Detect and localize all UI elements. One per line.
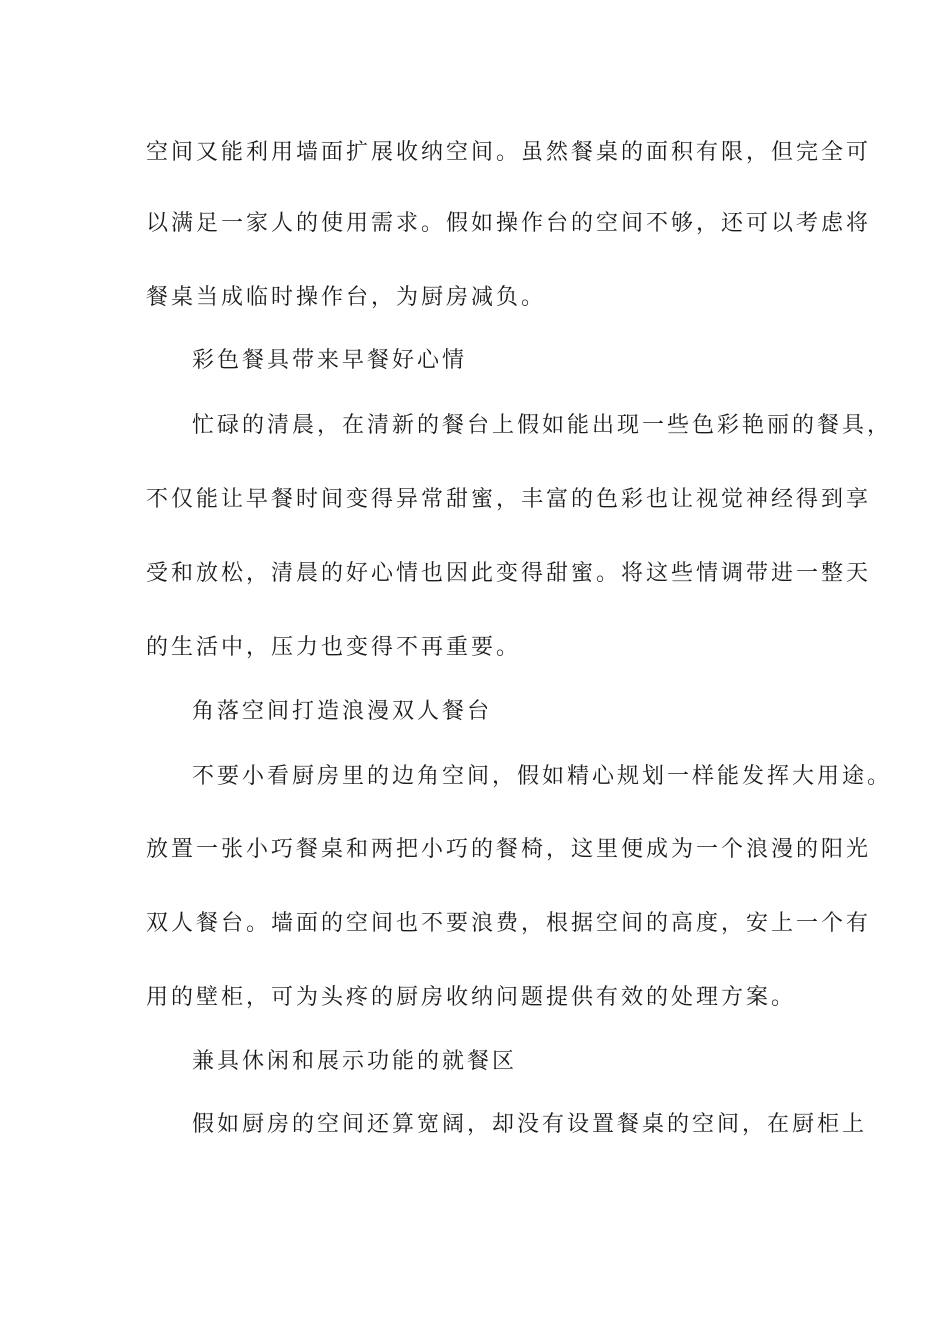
- paragraph-line: 的生活中，压力也变得不再重要。: [146, 635, 522, 660]
- paragraph-line: 用的壁柜，可为头疼的厨房收纳问题提供有效的处理方案。: [146, 985, 797, 1010]
- paragraph-line: 放置一张小巧餐桌和两把小巧的餐椅，这里便成为一个浪漫的阳光: [146, 837, 872, 862]
- paragraph-line: 餐桌当成临时操作台，为厨房减负。: [146, 285, 547, 310]
- paragraph-line: 不要小看厨房里的边角空间，假如精心规划一样能发挥大用途。: [192, 764, 893, 789]
- section-heading: 彩色餐具带来早餐好心情: [192, 348, 468, 373]
- section-heading: 兼具休闲和展示功能的就餐区: [192, 1049, 518, 1074]
- paragraph-line: 空间又能利用墙面扩展收纳空间。虽然餐桌的面积有限，但完全可: [146, 140, 872, 165]
- paragraph-line: 双人餐台。墙面的空间也不要浪费，根据空间的高度，安上一个有: [146, 911, 872, 936]
- paragraph-line: 不仅能让早餐时间变得异常甜蜜，丰富的色彩也让视觉神经得到享: [146, 487, 872, 512]
- paragraph-line: 假如厨房的空间还算宽阔，却没有设置餐桌的空间，在厨柜上: [192, 1112, 868, 1137]
- paragraph-line: 受和放松，清晨的好心情也因此变得甜蜜。将这些情调带进一整天: [146, 561, 872, 586]
- section-heading: 角落空间打造浪漫双人餐台: [192, 699, 493, 724]
- paragraph-line: 以满足一家人的使用需求。假如操作台的空间不够，还可以考虑将: [146, 211, 872, 236]
- paragraph-line: 忙碌的清晨，在清新的餐台上假如能出现一些色彩艳丽的餐具，: [192, 413, 893, 438]
